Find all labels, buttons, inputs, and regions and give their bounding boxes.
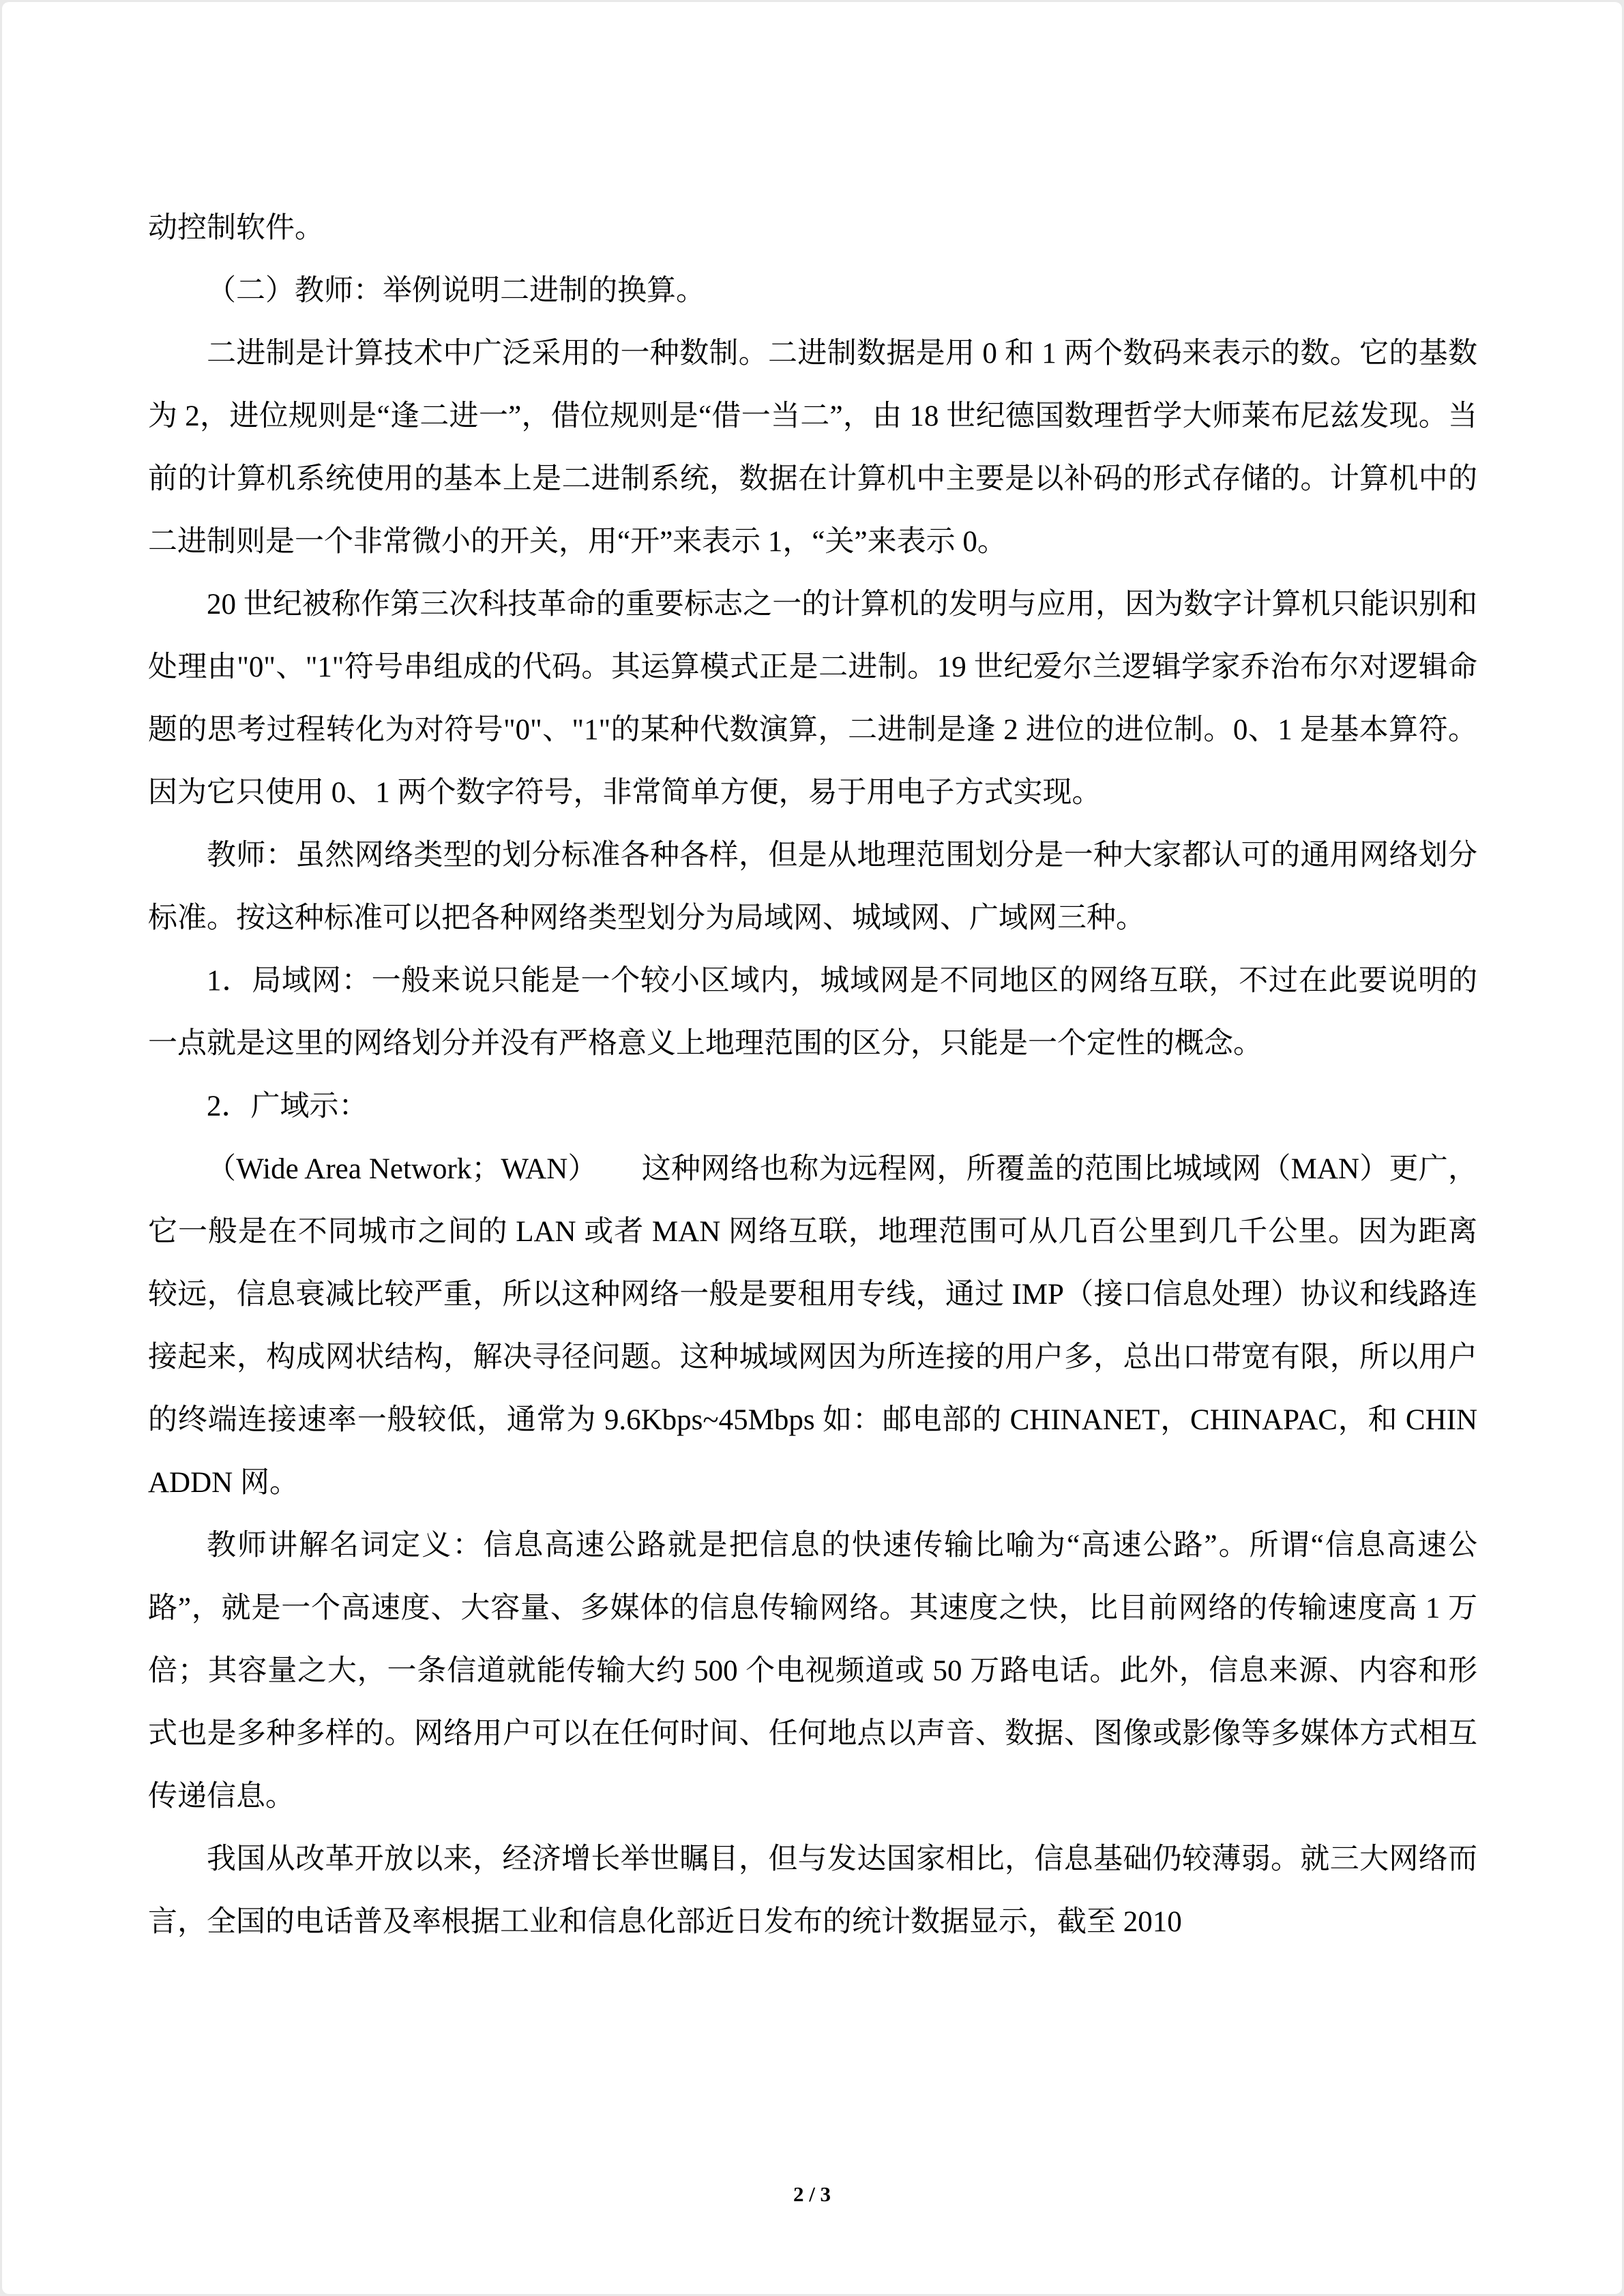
paragraph: 二进制是计算技术中广泛采用的一种数制。二进制数据是用 0 和 1 两个数码来表示的数。它的基数为 2，进位规则是“逢二进一”，借位规则是“借一当二”，由 18 世纪德国数理哲学大师莱布尼兹发现。当前的计算机系统使用的基本上是二进制系统，数据在计算机中主要是以补码的形式存储的。计算机中的二进制则是一个非常微小的开关，用“开”来表示 1，“关”来表示 0。 — [148, 338, 1477, 558]
paragraph: 我国从改革开放以来，经济增长举世瞩目，但与发达国家相比，信息基础仍较薄弱。就三大网络而言，全国的电话普及率根据工业和信息化部近日发布的统计数据显示，截至 2010 — [148, 1843, 1477, 1938]
paragraph: 2．广域示： — [207, 1090, 368, 1122]
paragraph: （二）教师：举例说明二进制的换算。 — [207, 275, 705, 307]
document-page — [2, 2, 1622, 2294]
paragraph: 教师：虽然网络类型的划分标准各种各样，但是从地理范围划分是一种大家都认可的通用网络划分标准。按这种标准可以把各种网络类型划分为局域网、城域网、广域网三种。 — [148, 839, 1477, 934]
paragraph: 1．局域网：一般来说只能是一个较小区域内，城域网是不同地区的网络互联，不过在此要说明的一点就是这里的网络划分并没有严格意义上地理范围的区分，只能是一个定性的概念。 — [148, 965, 1477, 1060]
paragraph: 20 世纪被称作第三次科技革命的重要标志之一的计算机的发明与应用，因为数字计算机只能识别和处理由"0"、"1"符号串组成的代码。其运算模式正是二进制。19 世纪爱尔兰逻辑学家乔治布尔对逻辑命题的思考过程转化为对符号"0"、"1"的某种代数演算，二进制是逢 2 进位的进位制。0、1 是基本算符。因为它只使用 0、1 两个数字符号，非常简单方便，易于用电子方式实现。 — [148, 588, 1477, 809]
paragraph: 教师讲解名词定义：信息高速公路就是把信息的快速传输比喻为“高速公路”。所谓“信息高速公路”，就是一个高速度、大容量、多媒体的信息传输网络。其速度之快，比目前网络的传输速度高 1 万倍；其容量之大，一条信道就能传输大约 500 个电视频道或 50 万路电话。此外，信息来源、内容和形式也是多种多样的。网络用户可以在任何时间、任何地点以声音、数据、图像或影像等多媒体方式相互传递信息。 — [148, 1530, 1477, 1813]
paragraph: 动控制软件。 — [148, 212, 324, 244]
page-number: 2 / 3 — [793, 2182, 831, 2206]
document-body — [148, 197, 1477, 1954]
paragraph: （Wide Area Network；WAN） 这种网络也称为远程网，所覆盖的范围比城域网（MAN）更广，它一般是在不同城市之间的 LAN 或者 MAN 网络互联，地理范围可从几百公里到几千公里。因为距离较远，信息衰减比较严重，所以这种网络一般是要租用专线，通过 IMP（接口信息处理）协议和线路连接起来，构成网状结构，解决寻径问题。这种城域网因为所连接的用户多，总出口带宽有限，所以用户的终端连接速率一般较低，通常为 9.6Kbps~45Mbps 如：邮电部的 CHINANET，CHINAPAC，和 CHINADDN 网。 — [148, 1153, 1477, 1499]
